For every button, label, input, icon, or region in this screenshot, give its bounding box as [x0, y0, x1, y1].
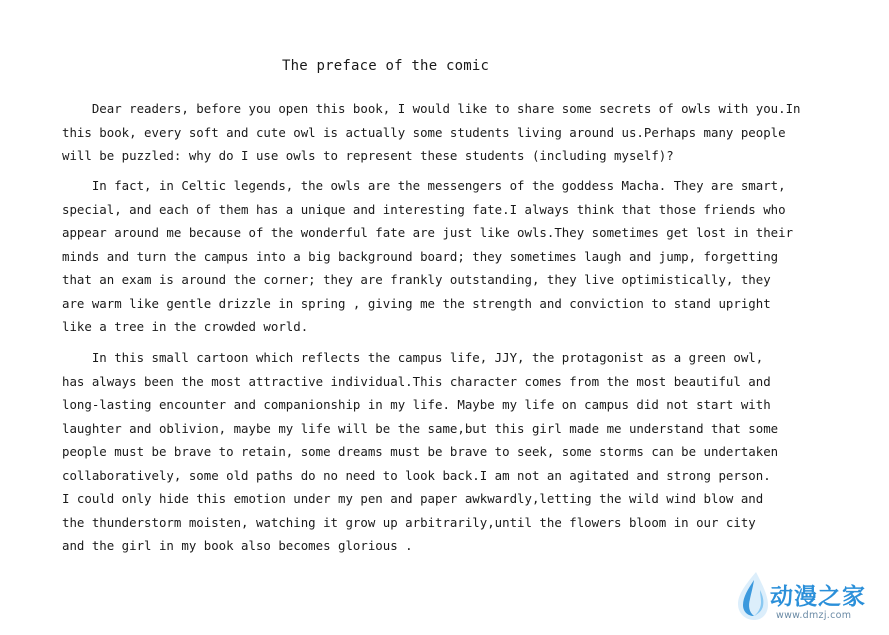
watermark-brand-text: 动漫之家	[770, 584, 866, 610]
document-title: The preface of the comic	[282, 58, 490, 74]
text-line: and the girl in my book also becomes glorious .	[62, 538, 413, 553]
paragraph-1	[62, 97, 801, 168]
paragraph-3	[62, 346, 779, 558]
text-line: people must be brave to retain, some dreams must be brave to seek, some storms can be undertaken	[62, 444, 779, 459]
text-line: collaboratively, some old paths do no need to look back.I am not an agitated and strong person.	[62, 467, 771, 483]
text-line: has always been the most attractive individual.This character comes from the most beautiful and	[62, 373, 771, 389]
text-line: In this small cartoon which reflects the campus life, JJY, the protagonist as a green owl,	[62, 350, 764, 365]
text-line: I could only hide this emotion under my pen and paper awkwardly,letting the wild wind blow and	[62, 491, 764, 506]
watermark	[732, 570, 882, 630]
watermark-url: www.dmzj.com	[776, 610, 852, 621]
water-drop-logo-icon	[732, 570, 770, 622]
text-line: In fact, in Celtic legends, the owls are the messengers of the goddess Macha. They are smart,	[62, 178, 786, 193]
text-line: minds and turn the campus into a big background board; they sometimes laugh and jump, forgetting	[62, 248, 779, 264]
text-line: long-lasting encounter and companionship in my life. Maybe my life on campus did not start with	[62, 397, 771, 412]
text-line: like a tree in the crowded world.	[62, 319, 309, 334]
text-line: appear around me because of the wonderful fate are just like owls.They sometimes get lost in their	[62, 225, 794, 240]
text-line: that an exam is around the corner; they are frankly outstanding, they live optimistically, they	[62, 272, 771, 287]
text-line: special, and each of them has a unique and interesting fate.I always think that those friends who	[62, 201, 786, 217]
paragraph-2	[62, 174, 794, 339]
text-line: the thunderstorm moisten, watching it grow up arbitrarily,until the flowers bloom in our city	[62, 514, 756, 530]
text-line: laughter and oblivion, maybe my life will be the same,but this girl made me understand that some	[62, 420, 779, 436]
text-line: will be puzzled: why do I use owls to represent these students (including myself)?	[62, 148, 674, 163]
text-line: Dear readers, before you open this book, I would like to share some secrets of owls with you.In	[62, 101, 801, 116]
text-line: are warm like gentle drizzle in spring , giving me the strength and conviction to stand upright	[62, 295, 771, 311]
text-line: this book, every soft and cute owl is actually some students living around us.Perhaps many people	[62, 124, 786, 140]
